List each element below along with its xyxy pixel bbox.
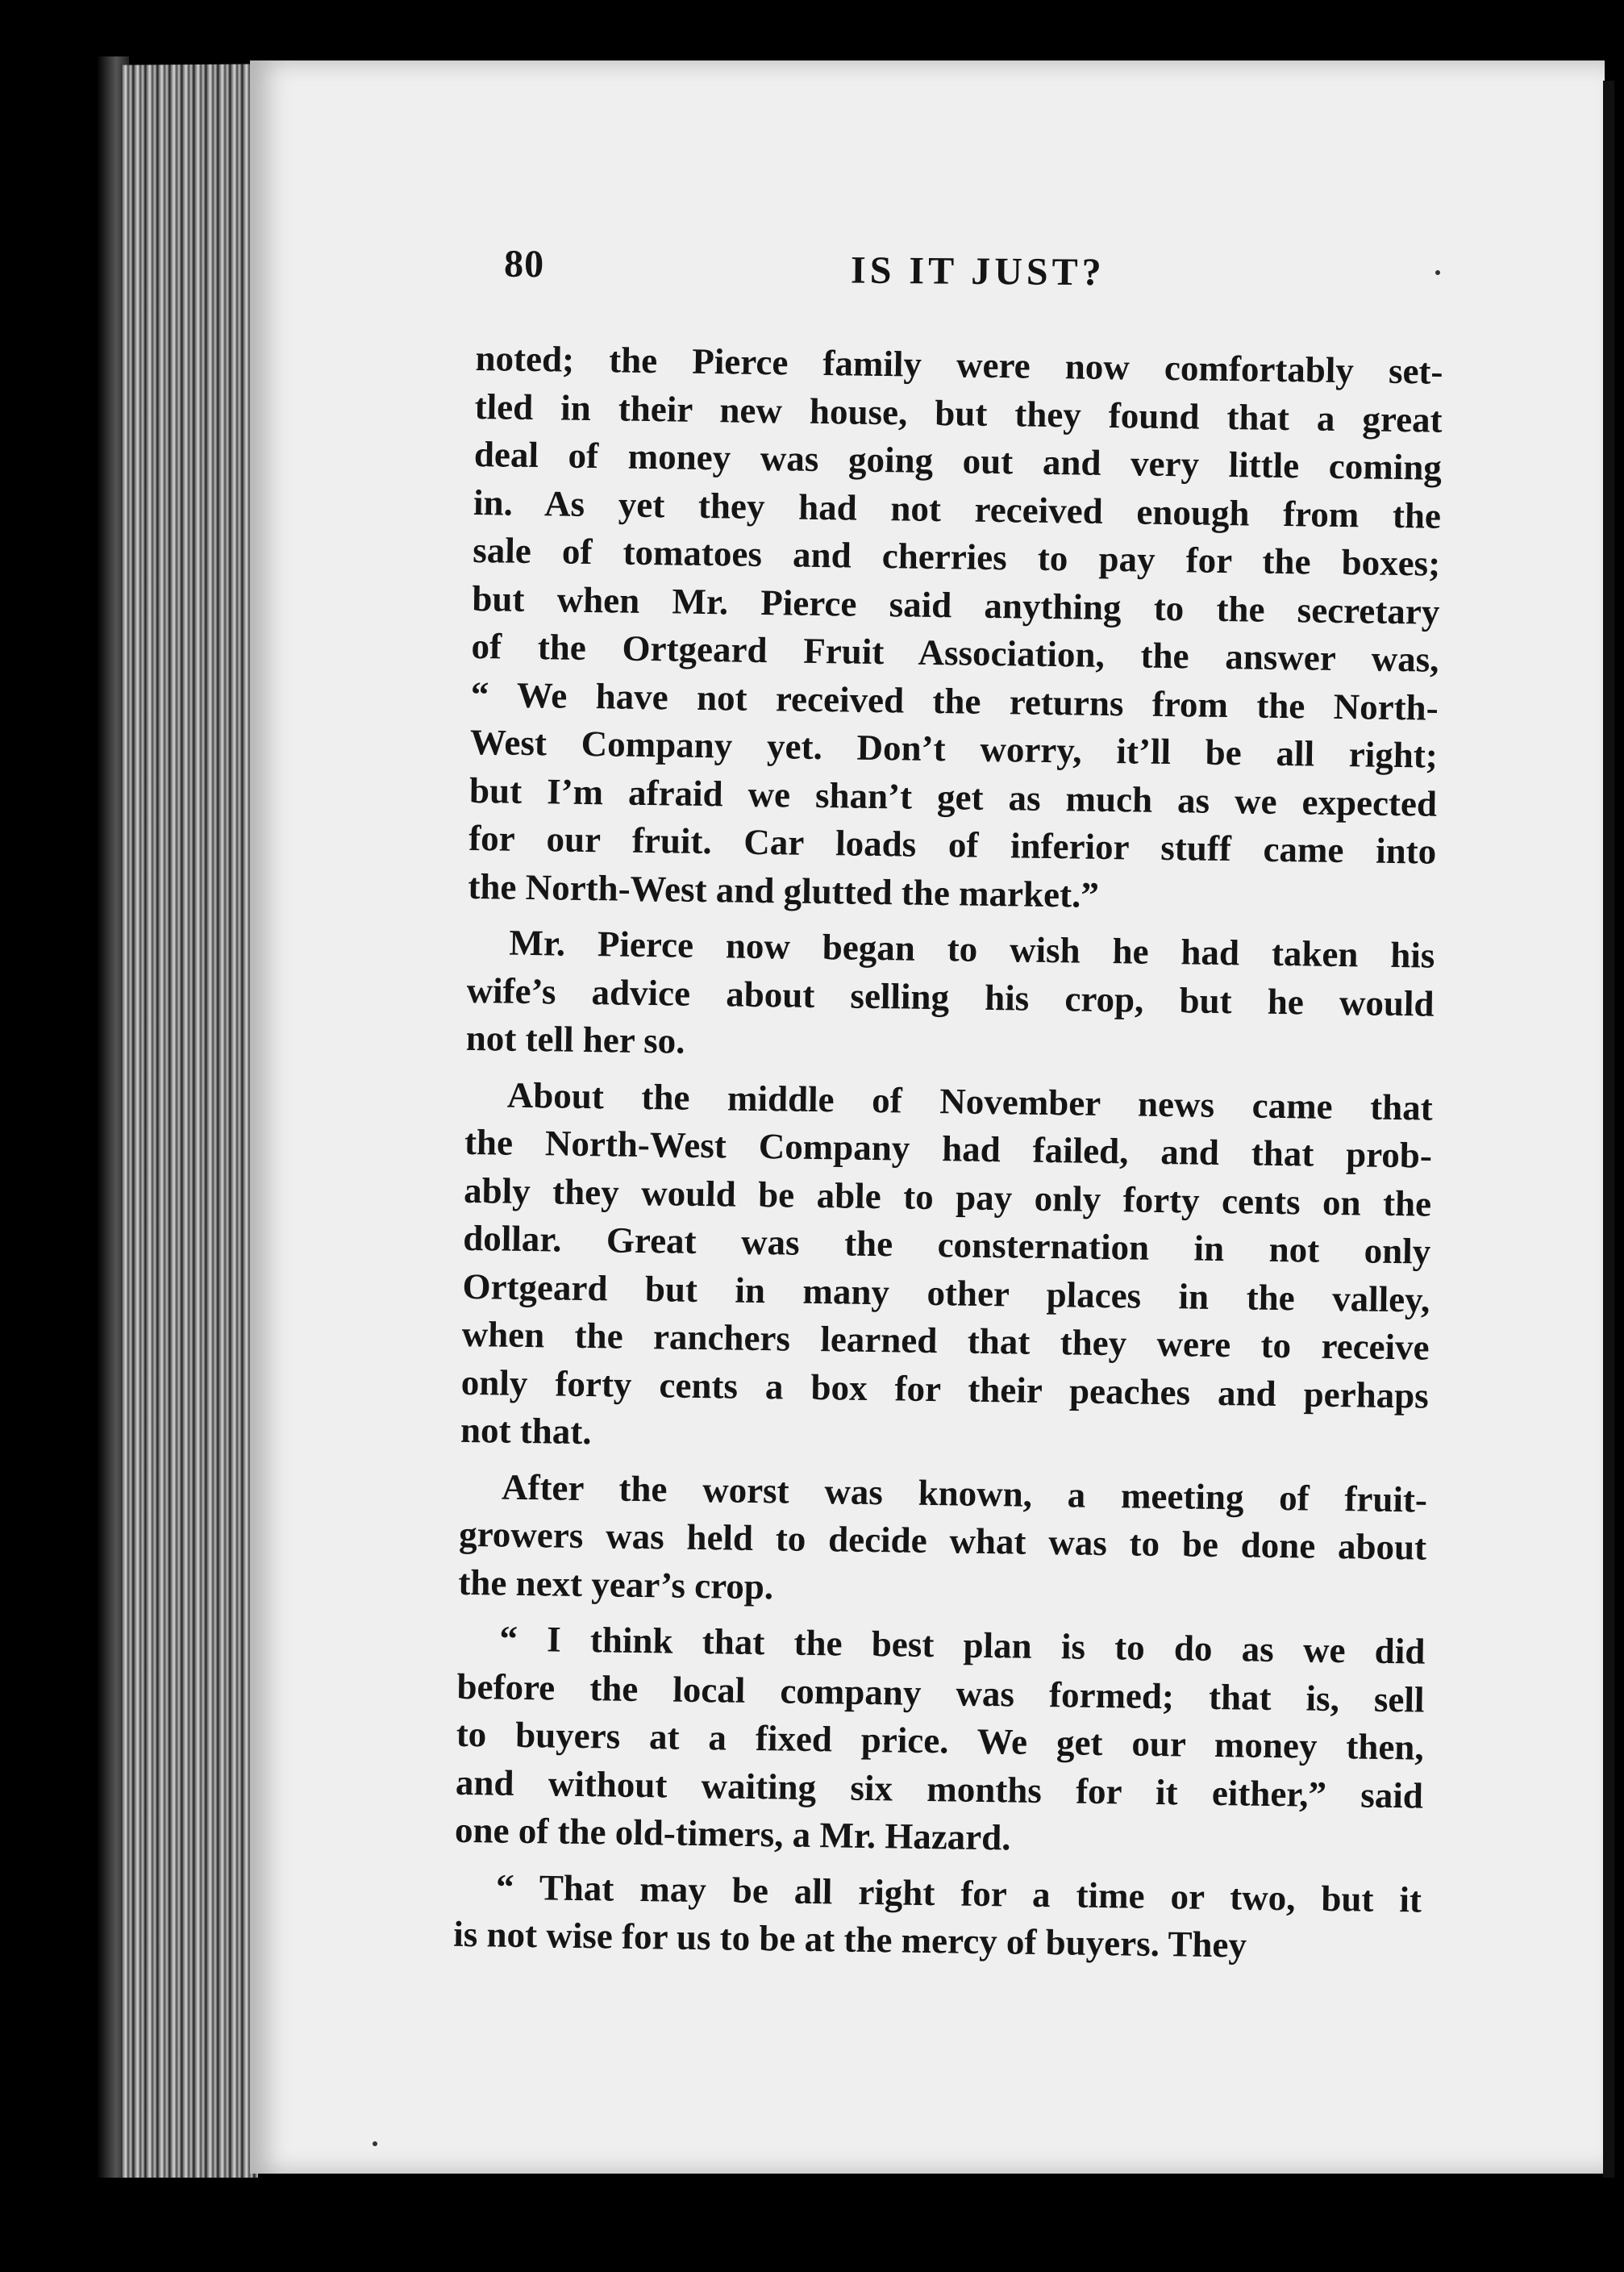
text-line: the North-West and glutted the market.”: [468, 865, 1100, 915]
text-line: of the Ortgeard Fruit Association, the answer was,: [471, 625, 1439, 680]
running-head: IS IT JUST?: [850, 248, 1106, 294]
text-line: Ortgeard but in many other places in the valley,: [462, 1265, 1430, 1320]
text-line: tled in their new house, but they found that a great: [474, 386, 1443, 440]
text-line: wife’s advice about selling his crop, but he would: [466, 969, 1435, 1024]
page-number: 80: [503, 242, 545, 286]
body-text: [453, 335, 1443, 1980]
text-line: “ That may be all right for a time or two, but it: [495, 1866, 1422, 1920]
paragraph: [455, 1615, 1426, 1868]
text-line: but when Mr. Pierce said anything to the secretary: [472, 577, 1440, 632]
text-line: but I’m afraid we shan’t get as much as we expected: [468, 769, 1438, 824]
text-line: is not wise for us to be at the mercy of buyers. They: [452, 1913, 1247, 1966]
stray-mark: [373, 2141, 377, 2146]
paragraph: [460, 1070, 1434, 1468]
text-line: deal of money was going out and very little coming: [473, 433, 1443, 488]
paragraph: [458, 1462, 1427, 1620]
text-line: Mr. Pierce now began to wish he had taken his: [509, 922, 1435, 976]
page-right-border: [1603, 81, 1614, 2218]
text-line: ably they would be able to pay only forty cents on the: [463, 1169, 1432, 1224]
text-line: “ I think that the best plan is to do as we did: [499, 1618, 1426, 1672]
stray-mark: [1435, 270, 1440, 275]
book-page-edges: [121, 64, 258, 2210]
text-line: not tell her so.: [465, 1017, 685, 1061]
text-line: only forty cents a box for their peaches and perhaps: [460, 1361, 1430, 1416]
text-line: noted; the Pierce family were now comfortably set-: [475, 337, 1443, 392]
paragraph: [465, 919, 1435, 1076]
text-line: growers was held to decide what was to be done about: [458, 1513, 1427, 1568]
text-line: one of the old-timers, a Mr. Hazard.: [454, 1809, 1011, 1858]
text-line: About the middle of November news came that: [506, 1074, 1434, 1128]
text-line: in. As yet they had not received enough from the: [473, 481, 1442, 536]
text-line: the next year’s crop.: [458, 1561, 774, 1607]
text-line: dollar. Great was the consternation in not only: [463, 1217, 1431, 1272]
paragraph: [453, 1862, 1422, 1972]
text-line: not that.: [460, 1409, 592, 1453]
text-line: After the worst was known, a meeting of fruit-: [501, 1466, 1428, 1520]
text-line: before the local company was formed; that is, sell: [456, 1665, 1425, 1720]
paragraph: [468, 335, 1443, 924]
film-border: [0, 2178, 1624, 2272]
text-line: the North-West Company had failed, and that prob-: [464, 1121, 1433, 1176]
text-line: to buyers at a fixed price. We get our money then,: [456, 1713, 1425, 1768]
text-line: and without waiting six months for it either,” said: [455, 1761, 1424, 1816]
text-line: sale of tomatoes and cherries to pay for the boxes;: [472, 529, 1441, 584]
text-line: “ We have not received the returns from the North-: [470, 673, 1439, 728]
page-header: [504, 242, 1464, 306]
text-line: when the ranchers learned that they were to receive: [461, 1313, 1430, 1368]
text-line: West Company yet. Don’t worry, it’ll be all right;: [469, 721, 1439, 776]
text-line: for our fruit. Car loads of inferior stuff came into: [468, 817, 1437, 872]
